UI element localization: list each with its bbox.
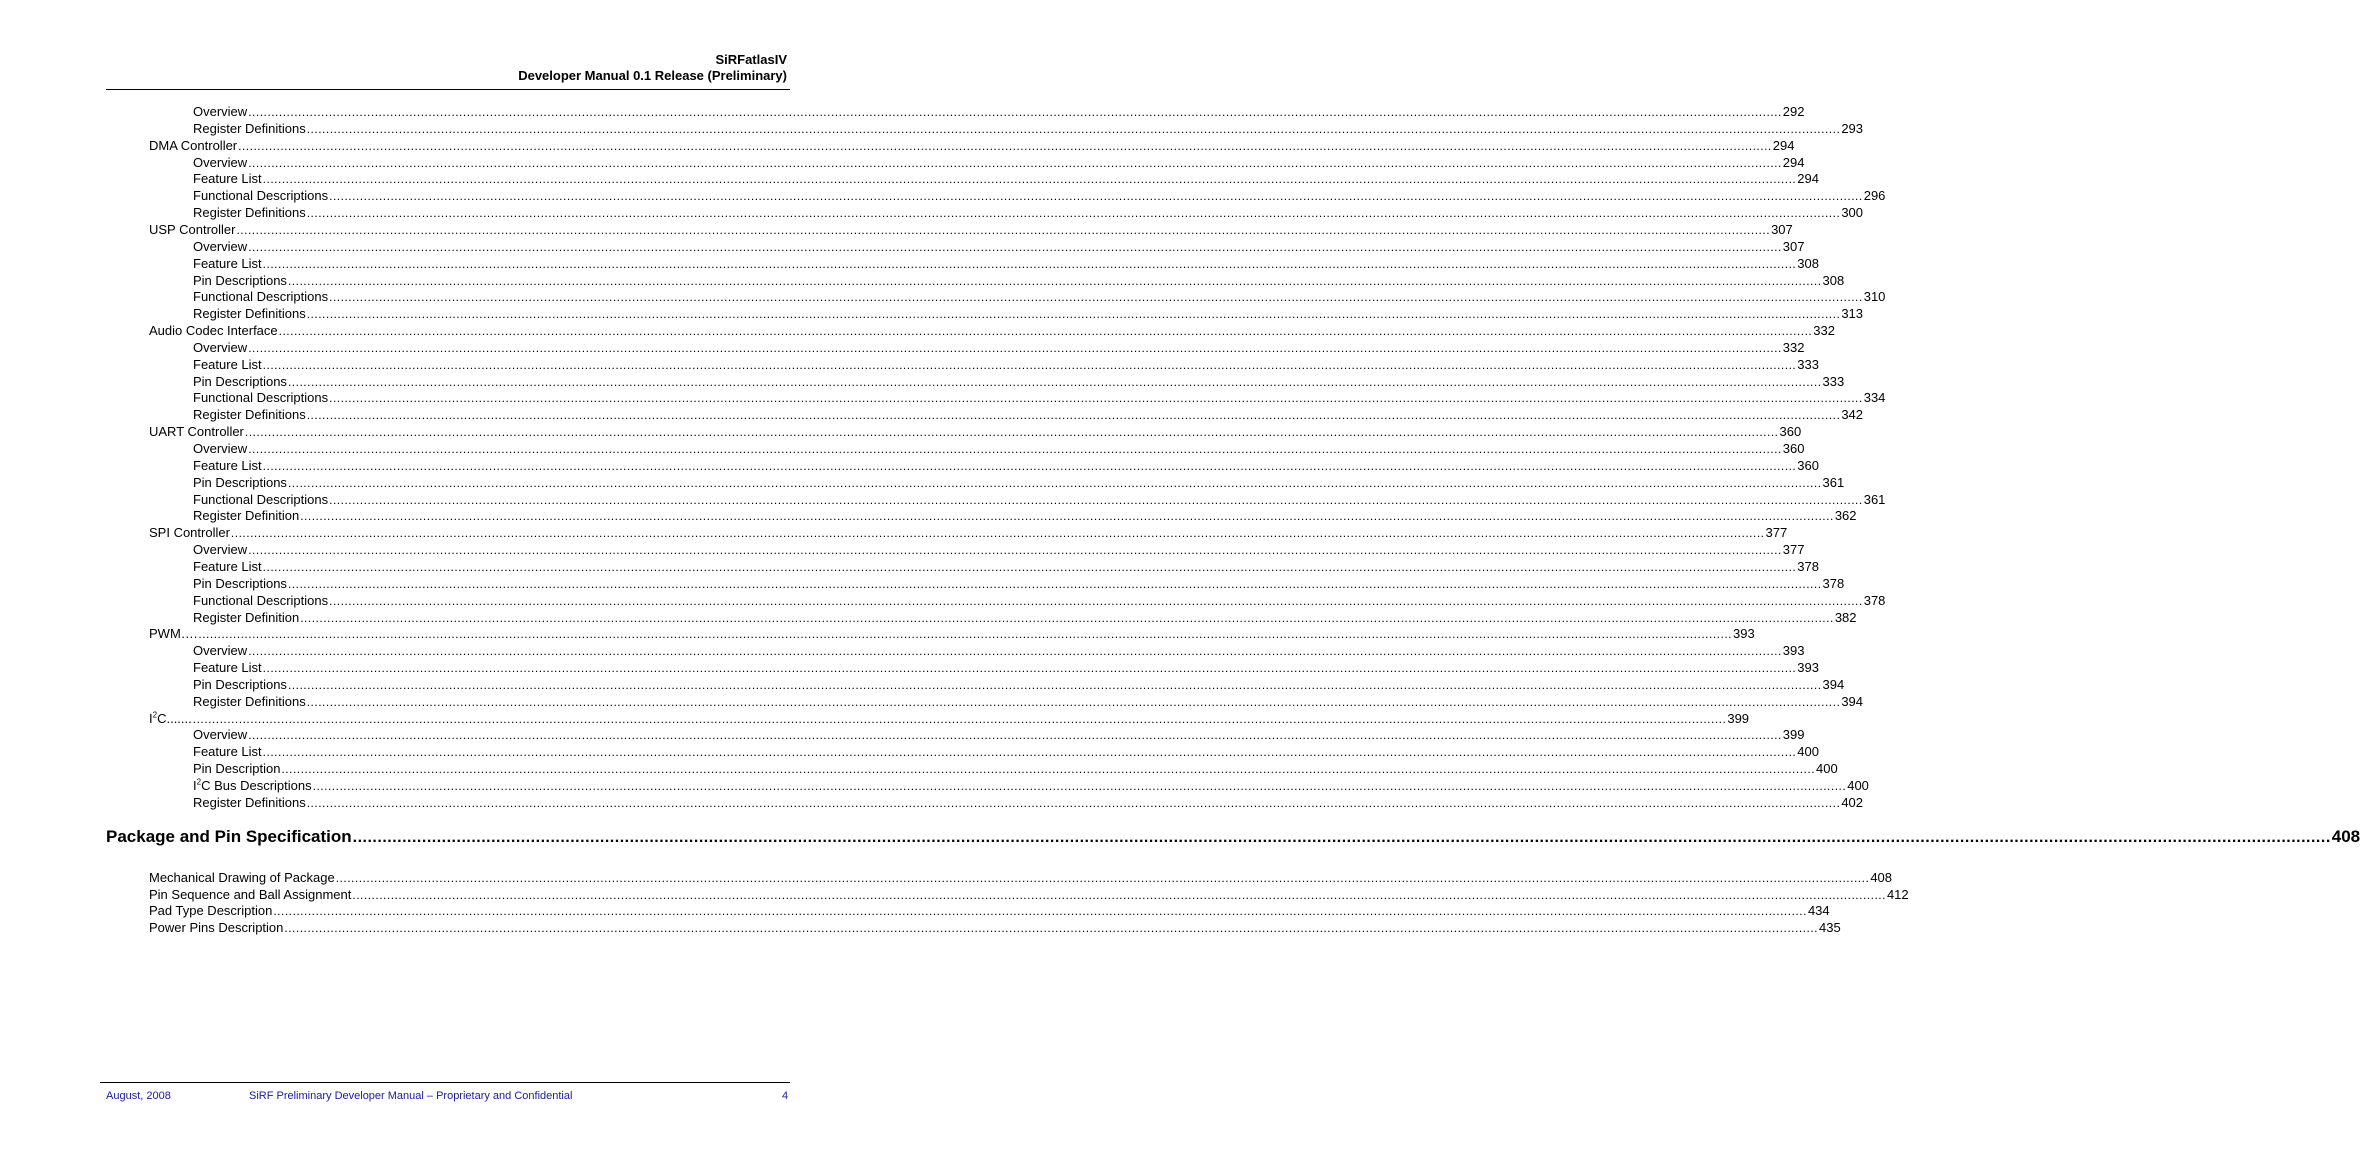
toc-subsection-entry[interactable] xyxy=(193,727,1805,743)
toc-page-number: 402 xyxy=(1841,794,1864,810)
toc-subsection-entry[interactable] xyxy=(193,676,1845,693)
toc-dot-leader: ................................................................................................................................................................................................................................................................................................................................................................................................................ xyxy=(262,745,1797,760)
toc-subsection-entry[interactable] xyxy=(193,205,1864,221)
toc-entry-title: Pin Descriptions xyxy=(193,474,287,490)
toc-subsection-entry[interactable] xyxy=(193,306,1864,322)
toc-subsection-entry[interactable] xyxy=(193,474,1845,491)
toc-dot-leader: ................................................................................................................................................................................................................................................................................................................................................................................................................ xyxy=(306,121,1841,136)
toc-dot-leader: ................................................................................................................................................................................................................................................................................................................................................................................................................ xyxy=(198,627,1732,642)
toc-entry-title: SPI Controller xyxy=(149,525,230,541)
toc-page-number: 334 xyxy=(1863,390,1886,406)
toc-entry-title: Overview xyxy=(193,104,248,119)
toc-subsection-entry[interactable] xyxy=(193,643,1805,659)
toc-page-number: 300 xyxy=(1841,205,1864,221)
toc-entry-title: UART Controller xyxy=(149,424,244,440)
toc-entry-title: Pin Description xyxy=(193,761,281,777)
toc-subsection-entry[interactable] xyxy=(193,794,1864,811)
toc-page-number: 342 xyxy=(1841,407,1864,423)
toc-subsection-entry[interactable] xyxy=(193,289,1886,305)
toc-entry-title: Package and Pin Specification xyxy=(106,826,352,846)
toc-entry-title: Overview xyxy=(193,441,248,456)
toc-dot-leader: ................................................................................................................................................................................................................................................................................................................................................................................................................ xyxy=(287,576,1822,591)
toc-subsection-entry[interactable] xyxy=(193,761,1838,777)
toc-dot-leader: ................................................................................................................................................................................................................................................................................................................................................................................................................ xyxy=(306,307,1841,322)
toc-page-number: 360 xyxy=(1797,457,1819,473)
toc-subsection-entry[interactable] xyxy=(193,272,1845,289)
toc-dot-leader: ................................................................................................................................................................................................................................................................................................................................................................................................................ xyxy=(273,904,1807,919)
toc-subsection-entry[interactable] xyxy=(193,339,1805,356)
toc-subsection-entry[interactable] xyxy=(193,457,1819,474)
toc-subsection-entry[interactable] xyxy=(193,238,1805,255)
toc-entry-title-superscript: 2 xyxy=(196,777,202,787)
toc-entry-title: Pin Sequence and Ball Assignment xyxy=(149,886,352,902)
toc-section-entry[interactable] xyxy=(149,903,1830,919)
toc-entry-title: Register Definitions xyxy=(193,306,306,322)
toc-subsection-entry[interactable] xyxy=(193,171,1819,187)
toc-dot-leader: ................................................................................................................................................................................................................................................................................................................................................................................................................ xyxy=(248,239,1782,254)
toc-page-number: 308 xyxy=(1797,255,1819,271)
toc-dot-leader: ................................................................................................................................................................................................................................................................................................................................................................................................................ xyxy=(329,290,1863,305)
footer-confidentiality-note: SiRF Preliminary Developer Manual – Proprietary and Confidential xyxy=(249,1090,573,1102)
toc-dot-leader: ................................................................................................................................................................................................................................................................................................................................................................................................................ xyxy=(248,644,1782,659)
toc-entry-title: Overview xyxy=(193,542,248,558)
toc-subsection-entry[interactable] xyxy=(193,373,1845,390)
toc-page-number: 308 xyxy=(1822,272,1845,288)
toc-entry-title: Mechanical Drawing of Package xyxy=(149,869,335,885)
toc-page-number: 378 xyxy=(1822,575,1845,591)
toc-page-number: 313 xyxy=(1841,306,1864,322)
toc-entry-title: Pin Descriptions xyxy=(193,272,287,288)
toc-page-number: 412 xyxy=(1886,886,1909,902)
toc-dot-leader: ................................................................................................................................................................................................................................................................................................................................................................................................................ xyxy=(262,172,1797,187)
header-document-title: Developer Manual 0.1 Release (Preliminary) xyxy=(518,68,787,83)
toc-entry-title: Feature List xyxy=(193,171,262,187)
toc-page-number: 435 xyxy=(1818,920,1841,936)
toc-page-number: 393 xyxy=(1732,626,1755,642)
toc-dot-leader: ................................................................................................................................................................................................................................................................................................................................................................................................................ xyxy=(262,458,1797,473)
toc-dot-leader: ................................................................................................................................................................................................................................................................................................................................................................................................................ xyxy=(329,391,1863,406)
toc-dot-leader: ................................................................................................................................................................................................................................................................................................................................................................................................................ xyxy=(312,779,1847,793)
toc-page-number: 408 xyxy=(1870,869,1893,885)
toc-entry-title: Functional Descriptions xyxy=(193,390,329,406)
toc-entry-title: Overview xyxy=(193,339,248,355)
toc-dot-leader: ................................................................................................................................................................................................................................................................................................................................................................................................................ xyxy=(192,711,1727,726)
toc-dot-leader: ................................................................................................................................................................................................................................................................................................................................................................................................................ xyxy=(281,762,1816,777)
toc-dot-leader: ................................................................................................................................................................................................................................................................................................................................................................................................................ xyxy=(236,222,1771,237)
toc-chapter-entry[interactable] xyxy=(106,826,2360,848)
toc-entry-title: Functional Descriptions xyxy=(193,592,329,608)
toc-section-entry[interactable] xyxy=(149,525,1788,541)
toc-page-number: 378 xyxy=(1863,592,1886,608)
toc-subsection-entry[interactable] xyxy=(193,575,1845,592)
toc-subsection-entry[interactable] xyxy=(193,609,1857,626)
toc-dot-leader: ................................................................................................................................................................................................................................................................................................................................................................................................................ xyxy=(244,425,1779,440)
toc-entry-title: PWM…. xyxy=(149,626,198,642)
toc-entry-title: Register Definitions xyxy=(193,794,306,810)
toc-entry-title: USP Controller xyxy=(149,221,236,237)
toc-entry-title: Register Definitions xyxy=(193,205,306,221)
toc-subsection-entry[interactable] xyxy=(193,693,1864,710)
toc-subsection-entry[interactable] xyxy=(193,120,1864,137)
toc-dot-leader: ................................................................................................................................................................................................................................................................................................................................................................................................................ xyxy=(248,728,1782,743)
toc-page-number: 399 xyxy=(1727,710,1750,726)
toc-entry-title: Pin Descriptions xyxy=(193,373,287,389)
toc-page-number: 408 xyxy=(2331,826,2360,846)
toc-dot-leader: ................................................................................................................................................................................................................................................................................................................................................................................................................ xyxy=(287,374,1822,389)
toc-subsection-entry[interactable] xyxy=(193,542,1805,558)
toc-dot-leader: ................................................................................................................................................................................................................................................................................................................................................................................................................ xyxy=(329,593,1863,608)
toc-entry-title: Overview xyxy=(193,238,248,254)
toc-dot-leader: ................................................................................................................................................................................................................................................................................................................................................................................................................ xyxy=(300,610,1834,625)
toc-subsection-entry[interactable] xyxy=(193,154,1805,171)
toc-page-number: 400 xyxy=(1847,778,1869,793)
toc-dot-leader: ................................................................................................................................................................................................................................................................................................................................................................................................................ xyxy=(352,887,1886,902)
toc-section-entry[interactable] xyxy=(149,710,1750,727)
toc-entry-title: Feature List xyxy=(193,356,262,372)
toc-page-number: 361 xyxy=(1863,491,1886,507)
toc-dot-leader: ................................................................................................................................................................................................................................................................................................................................................................................................................ xyxy=(248,543,1782,558)
toc-entry-title-suffix: C Bus Descriptions xyxy=(201,778,312,793)
toc-entry-title: Register Definitions xyxy=(193,120,306,136)
toc-entry-title-suffix: C....... xyxy=(157,710,192,726)
toc-page-number: 361 xyxy=(1822,474,1845,490)
toc-entry-title: Register Definitions xyxy=(193,693,306,709)
toc-page-number: 393 xyxy=(1782,643,1805,659)
toc-entry-title-prefix: I xyxy=(193,778,197,793)
toc-entry-title: Feature List xyxy=(193,255,262,271)
toc-dot-leader: ................................................................................................................................................................................................................................................................................................................................................................................................................ xyxy=(306,206,1841,221)
toc-entry-title: DMA Controller xyxy=(149,137,238,153)
header-product-name: SiRFatlasIV xyxy=(715,52,787,67)
toc-section-entry[interactable] xyxy=(149,221,1793,238)
toc-dot-leader: ................................................................................................................................................................................................................................................................................................................................................................................................................ xyxy=(248,340,1782,355)
toc-page-number: 400 xyxy=(1816,761,1838,777)
toc-dot-leader: ................................................................................................................................................................................................................................................................................................................................................................................................................ xyxy=(238,138,1772,153)
toc-entry-title: Register Definition xyxy=(193,609,300,625)
toc-dot-leader: ................................................................................................................................................................................................................................................................................................................................................................................................................ xyxy=(230,526,1765,541)
toc-entry-title: Functional Descriptions xyxy=(193,491,329,507)
toc-subsection-entry[interactable] xyxy=(193,592,1886,609)
toc-subsection-entry[interactable] xyxy=(193,441,1805,457)
toc-entry-title xyxy=(149,711,192,727)
toc-page-number: 399 xyxy=(1782,727,1805,743)
toc-entry-title-superscript: 2 xyxy=(152,710,158,720)
toc-page-number: 394 xyxy=(1841,693,1864,709)
toc-dot-leader: ................................................................................................................................................................................................................................................................................................................................................................................................................ xyxy=(329,492,1863,507)
toc-page-number: 360 xyxy=(1779,424,1802,440)
toc-page-number: 378 xyxy=(1797,558,1819,574)
toc-entry-title: Audio Codec Interface xyxy=(149,323,278,339)
toc-subsection-entry[interactable] xyxy=(193,508,1857,524)
toc-entry-title xyxy=(193,778,312,794)
toc-page-number: 332 xyxy=(1782,339,1805,355)
toc-subsection-entry[interactable] xyxy=(193,255,1819,272)
toc-dot-leader: ................................................................................................................................................................................................................................................................................................................................................................................................................ xyxy=(284,921,1818,936)
toc-page-number: 332 xyxy=(1813,323,1835,339)
toc-entry-title: Overview xyxy=(193,643,248,659)
toc-page-number: 333 xyxy=(1822,373,1845,389)
toc-dot-leader: ................................................................................................................................................................................................................................................................................................................................................................................................................ xyxy=(329,189,1863,204)
toc-entry-title: Functional Descriptions xyxy=(193,188,329,204)
toc-dot-leader: ................................................................................................................................................................................................................................................................................................................................................................................................................ xyxy=(262,357,1797,372)
toc-entry-title-prefix: I xyxy=(149,710,153,726)
toc-page-number: 294 xyxy=(1782,154,1805,170)
toc-page-number: 377 xyxy=(1765,525,1788,541)
toc-entry-title: Feature List xyxy=(193,457,262,473)
toc-subsection-entry[interactable] xyxy=(193,390,1886,406)
toc-entry-title: Functional Descriptions xyxy=(193,289,329,305)
toc-entry-title: Overview xyxy=(193,154,248,170)
toc-subsection-entry[interactable] xyxy=(193,558,1819,575)
toc-page-number: 294 xyxy=(1772,137,1795,153)
toc-dot-leader: ................................................................................................................................................................................................................................................................................................................................................................................................................ xyxy=(262,256,1797,271)
toc-dot-leader: ................................................................................................................................................................................................................................................................................................................................................................................................................ xyxy=(248,155,1782,170)
toc-entry-title: Register Definitions xyxy=(193,407,306,423)
toc-dot-leader: ................................................................................................................................................................................................................................................................................................................................................................................................................ xyxy=(287,475,1822,490)
toc-entry-title: Feature List xyxy=(193,744,262,760)
toc-subsection-entry[interactable] xyxy=(193,660,1819,676)
toc-section-entry[interactable] xyxy=(149,869,1893,886)
toc-section-entry[interactable] xyxy=(149,886,1909,903)
toc-subsection-entry[interactable] xyxy=(193,744,1819,760)
toc-page-number: 434 xyxy=(1807,903,1830,919)
toc-page-number: 333 xyxy=(1797,356,1819,372)
toc-entry-title: Overview xyxy=(193,727,248,743)
toc-dot-leader: ................................................................................................................................................................................................................................................................................................................................................................................................................ xyxy=(248,105,1782,119)
toc-dot-leader: ................................................................................................................................................................................................................................................................................................................................................................................................................ xyxy=(278,324,1813,339)
toc-page-number: 307 xyxy=(1771,221,1793,237)
toc-page-number: 394 xyxy=(1822,676,1845,692)
toc-dot-leader: ................................................................................................................................................................................................................................................................................................................................................................................................................ xyxy=(262,661,1797,676)
toc-entry-title: Register Definition xyxy=(193,508,300,524)
toc-entry-title: Feature List xyxy=(193,660,262,676)
toc-page-number: 377 xyxy=(1782,542,1805,558)
toc-page-number: 310 xyxy=(1863,289,1886,305)
toc-dot-leader: ................................................................................................................................................................................................................................................................................................................................................................................................................ xyxy=(306,694,1841,709)
toc-subsection-entry[interactable] xyxy=(193,188,1886,204)
toc-subsection-entry[interactable] xyxy=(193,104,1805,120)
toc-entry-title: Power Pins Description xyxy=(149,920,284,936)
toc-page-number: 296 xyxy=(1863,188,1886,204)
header-rule xyxy=(106,89,790,90)
toc-section-entry[interactable] xyxy=(149,920,1841,936)
toc-subsection-entry[interactable] xyxy=(193,407,1864,423)
toc-dot-leader: ................................................................................................................................................................................................................................................................................................................................................................................................................ xyxy=(306,795,1841,810)
footer-date: August, 2008 xyxy=(106,1090,171,1102)
toc-page-number: 293 xyxy=(1841,120,1864,136)
toc-page-number: 362 xyxy=(1834,508,1857,524)
toc-subsection-entry[interactable] xyxy=(193,356,1819,373)
toc-page-number: 360 xyxy=(1782,441,1805,456)
toc-dot-leader: ................................................................................................................................................................................................................................................................................................................................................................................................................ xyxy=(306,408,1841,423)
toc-page-number: 393 xyxy=(1797,660,1819,676)
toc-entry-title: Pad Type Description xyxy=(149,903,273,919)
toc-section-entry[interactable] xyxy=(149,424,1802,440)
toc-section-entry[interactable] xyxy=(149,137,1795,154)
toc-section-entry[interactable] xyxy=(149,323,1835,339)
toc-page-number: 400 xyxy=(1797,744,1819,760)
toc-dot-leader: ................................................................................................................................................................................................................................................................................................................................................................................................................ xyxy=(262,559,1797,574)
toc-section-entry[interactable] xyxy=(149,626,1755,642)
toc-page-number: 307 xyxy=(1782,238,1805,254)
toc-dot-leader: ................................................................................................................................................................................................................................................................................................................................................................................................................ xyxy=(352,828,2331,846)
toc-page-number: 292 xyxy=(1782,104,1805,119)
footer-page-number: 4 xyxy=(782,1090,789,1102)
toc-dot-leader: ................................................................................................................................................................................................................................................................................................................................................................................................................ xyxy=(287,273,1822,288)
toc-dot-leader: ................................................................................................................................................................................................................................................................................................................................................................................................................ xyxy=(248,442,1782,456)
toc-dot-leader: ................................................................................................................................................................................................................................................................................................................................................................................................................ xyxy=(300,509,1834,524)
toc-subsection-entry[interactable] xyxy=(193,491,1886,508)
toc-entry-title: Feature List xyxy=(193,558,262,574)
toc-entry-title: Pin Descriptions xyxy=(193,676,287,692)
toc-dot-leader: ................................................................................................................................................................................................................................................................................................................................................................................................................ xyxy=(335,870,1870,885)
page-header xyxy=(518,52,787,84)
toc-page-number: 294 xyxy=(1797,171,1819,187)
toc-dot-leader: ................................................................................................................................................................................................................................................................................................................................................................................................................ xyxy=(287,677,1822,692)
toc-subsection-entry[interactable] xyxy=(193,777,1869,794)
toc-entry-title: Pin Descriptions xyxy=(193,575,287,591)
footer-rule xyxy=(100,1082,790,1083)
toc-page-number: 382 xyxy=(1834,609,1857,625)
